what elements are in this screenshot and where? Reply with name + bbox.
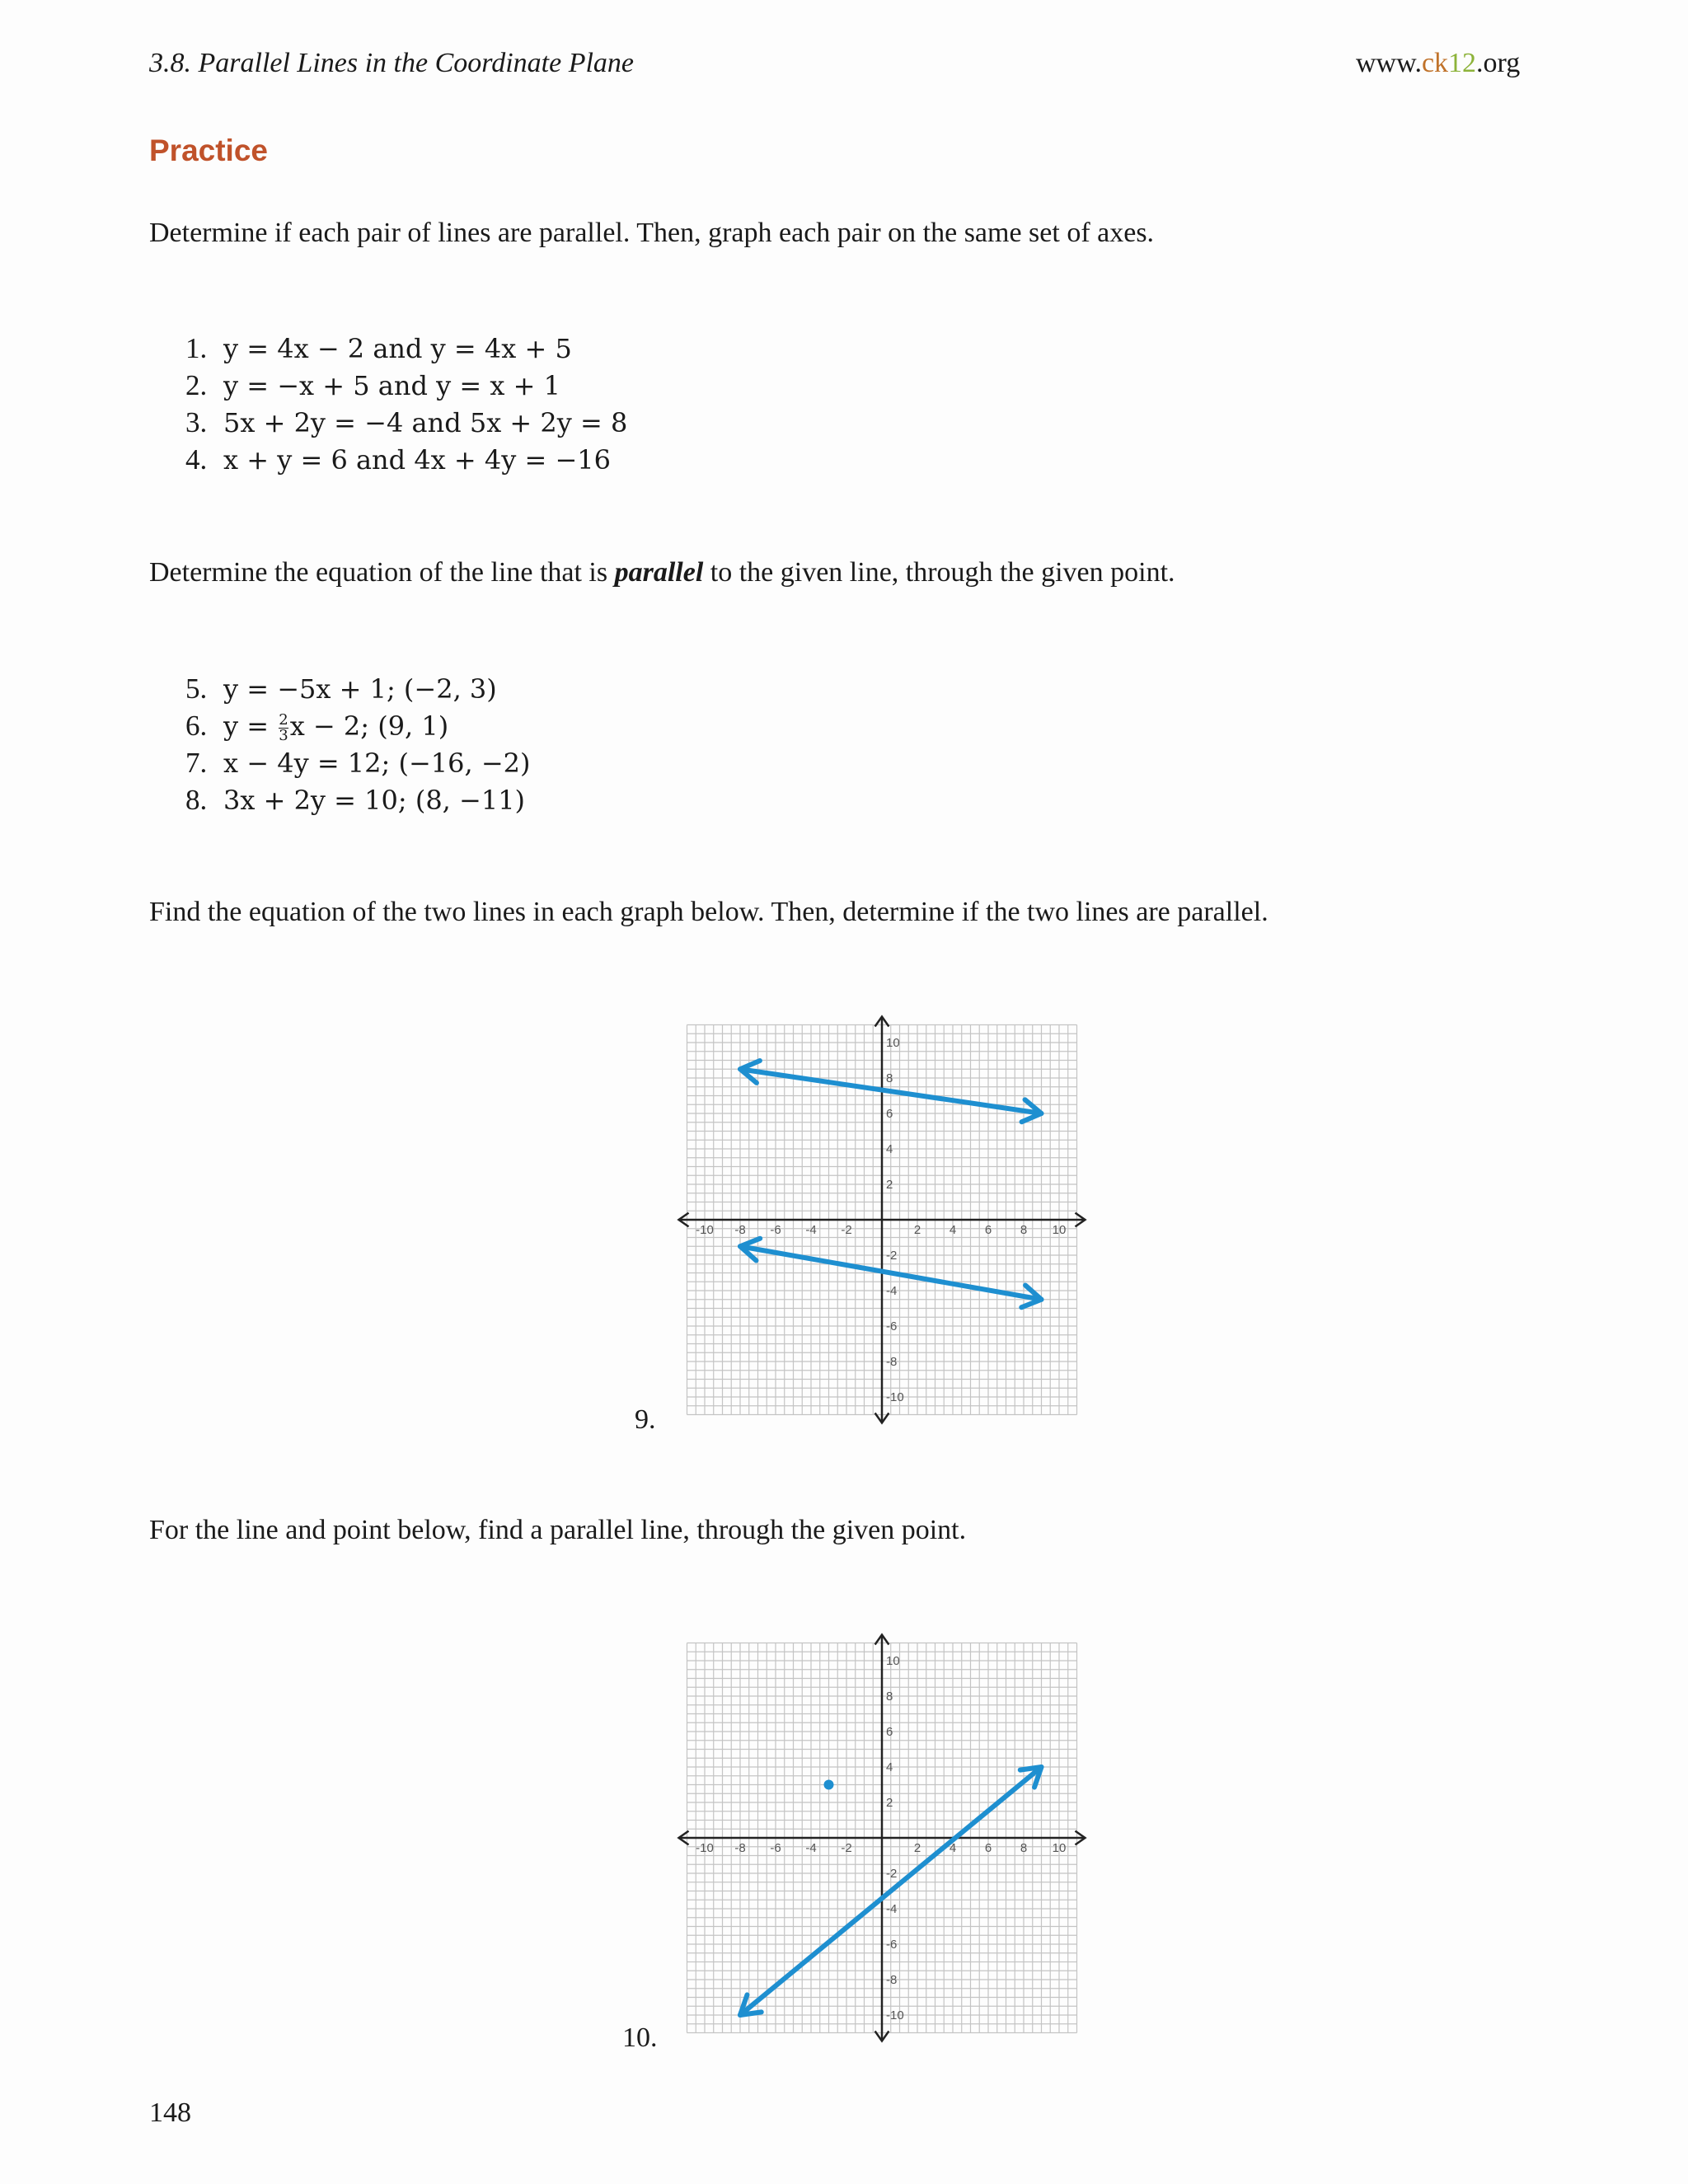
figure-number-9: 9.	[635, 1404, 656, 1435]
y-tick-label: 6	[886, 1725, 893, 1739]
problem-item	[185, 367, 627, 404]
problem-number: 7.	[185, 747, 208, 779]
running-header-title: 3.8. Parallel Lines in the Coordinate Plane	[149, 48, 635, 78]
problem-number: 1.	[185, 332, 208, 364]
y-tick-label: -4	[886, 1902, 898, 1916]
problem-number: 6.	[185, 710, 208, 742]
running-header-url[interactable]	[1356, 48, 1520, 79]
y-tick-label: 4	[886, 1142, 893, 1156]
x-tick-label: 8	[1020, 1223, 1028, 1237]
x-tick-label: -6	[770, 1223, 781, 1237]
y-tick-label: 10	[886, 1036, 900, 1050]
instruction-parallel-pairs: Determine if each pair of lines are parallel. Then, graph each pair on the same set of axes.	[149, 218, 1155, 248]
url-prefix: www.	[1356, 48, 1422, 78]
figure-number-10: 10.	[622, 2022, 658, 2053]
problem-equation: 3x + 2y = 10; (8, −11)	[223, 785, 526, 816]
instruction-emphasis: parallel	[614, 557, 704, 588]
fraction-numerator: 2	[279, 711, 288, 729]
equation-lhs: y =	[223, 710, 278, 742]
x-tick-label: 4	[949, 1841, 957, 1855]
fraction-denominator: 3	[279, 727, 288, 744]
page-number: 148	[149, 2097, 191, 2128]
problem-number: 2.	[185, 369, 208, 401]
x-tick-label: -8	[734, 1223, 746, 1237]
x-tick-label: -8	[734, 1841, 746, 1855]
section-heading: Practice	[149, 134, 268, 167]
problem-item	[185, 441, 627, 478]
problem-number: 4.	[185, 443, 208, 476]
url-suffix: .org	[1476, 48, 1521, 78]
y-tick-label: -6	[886, 1938, 898, 1952]
y-tick-label: -2	[886, 1249, 898, 1263]
problem-equation: 5x + 2y = −4 and 5x + 2y = 8	[223, 407, 628, 438]
x-tick-label: -4	[805, 1223, 817, 1237]
problem-item	[185, 744, 530, 781]
y-tick-label: 8	[886, 1071, 893, 1085]
x-tick-label: -2	[841, 1223, 852, 1237]
x-tick-label: 8	[1020, 1841, 1028, 1855]
problem-item	[185, 670, 530, 707]
problem-list-1-4	[185, 330, 627, 478]
x-tick-label: -4	[805, 1841, 817, 1855]
x-tick-label: -6	[770, 1841, 781, 1855]
y-tick-label: -10	[886, 2008, 904, 2022]
problem-list-5-8	[185, 670, 530, 818]
fraction	[279, 713, 288, 743]
problem-equation: y = −x + 5 and y = x + 1	[223, 370, 560, 401]
x-tick-label: -10	[696, 1841, 714, 1855]
problem-number: 8.	[185, 784, 208, 816]
y-tick-label: 4	[886, 1760, 893, 1774]
y-tick-label: -2	[886, 1867, 898, 1881]
x-tick-label: -10	[696, 1223, 714, 1237]
x-tick-label: 6	[984, 1223, 992, 1237]
y-tick-label: -10	[886, 1390, 904, 1404]
problem-number: 3.	[185, 406, 208, 438]
y-tick-label: 10	[886, 1654, 900, 1668]
problem-equation: y = 4x − 2 and y = 4x + 5	[223, 333, 572, 364]
url-12: 12	[1448, 48, 1477, 78]
y-tick-label: -4	[886, 1284, 898, 1298]
x-tick-label: 6	[984, 1841, 992, 1855]
y-tick-label: 2	[886, 1796, 893, 1810]
x-tick-label: -2	[841, 1841, 852, 1855]
problem-equation: x − 4y = 12; (−16, −2)	[223, 748, 531, 779]
instruction-parallel-equation	[149, 557, 1175, 588]
coordinate-graph-10	[668, 1624, 1096, 2052]
problem-equation: x + y = 6 and 4x + 4y = −16	[223, 444, 611, 476]
problem-item	[185, 781, 530, 818]
problem-item	[185, 330, 627, 367]
instruction-text: to the given line, through the given point.	[703, 557, 1175, 588]
problem-equation: y = −5x + 1; (−2, 3)	[223, 673, 497, 705]
equation-rhs: x − 2; (9, 1)	[289, 710, 449, 742]
x-tick-label: 2	[913, 1841, 921, 1855]
instruction-line-point: For the line and point below, find a parallel line, through the given point.	[149, 1515, 967, 1545]
y-tick-label: -8	[886, 1355, 898, 1369]
problem-item	[185, 707, 530, 744]
y-tick-label: 8	[886, 1690, 893, 1704]
x-tick-label: 4	[949, 1223, 957, 1237]
coordinate-graph-9	[668, 1005, 1096, 1434]
x-tick-label: 10	[1052, 1223, 1067, 1237]
y-tick-label: -8	[886, 1973, 898, 1987]
instruction-text: Determine the equation of the line that is	[149, 557, 615, 588]
instruction-graph-lines: Find the equation of the two lines in each graph below. Then, determine if the two lines are parallel.	[149, 897, 1268, 927]
given-point	[824, 1780, 834, 1790]
y-tick-label: 2	[886, 1178, 893, 1192]
problem-item	[185, 404, 627, 441]
x-tick-label: 10	[1052, 1841, 1067, 1855]
problem-number: 5.	[185, 673, 208, 705]
problem-equation	[223, 710, 448, 742]
y-tick-label: -6	[886, 1319, 898, 1333]
url-ck: ck	[1421, 48, 1449, 78]
x-tick-label: 2	[913, 1223, 921, 1237]
y-tick-label: 6	[886, 1107, 893, 1121]
